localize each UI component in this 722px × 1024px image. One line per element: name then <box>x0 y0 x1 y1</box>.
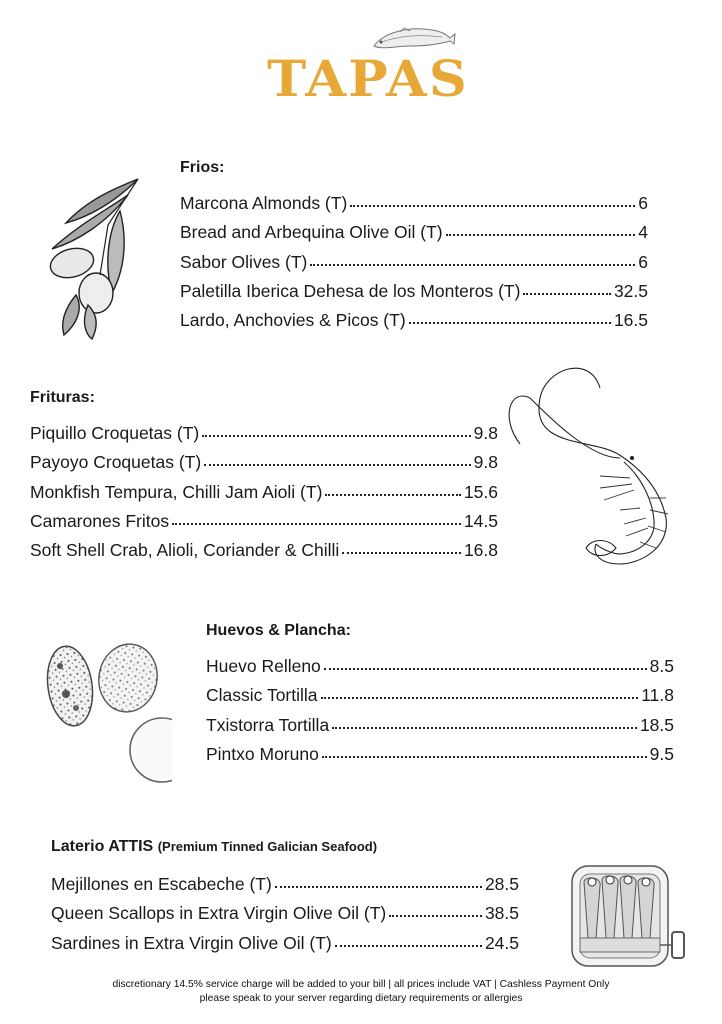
section-laterio-attis <box>51 836 519 958</box>
section-title: Laterio ATTIS <box>51 838 154 855</box>
menu-item <box>206 740 674 769</box>
section-frituras <box>30 387 498 565</box>
item-name: Mejillones en Escabeche (T) <box>51 874 272 894</box>
dot-leader <box>350 203 635 207</box>
dot-leader <box>324 666 647 670</box>
item-price: 15.6 <box>463 481 498 502</box>
item-price: 9.5 <box>649 743 674 764</box>
menu-item <box>180 306 648 335</box>
menu-item <box>180 189 648 218</box>
item-price: 11.8 <box>641 685 674 706</box>
item-name: Paletilla Iberica Dehesa de los Monteros (T) <box>180 280 521 301</box>
page-title: TAPAS <box>267 49 469 108</box>
item-name: Txistorra Tortilla <box>206 714 330 735</box>
item-price: 24.5 <box>484 932 519 953</box>
item-price: 4 <box>638 222 648 243</box>
dot-leader <box>275 884 482 888</box>
menu-item <box>206 652 674 681</box>
section-subtitle: (Premium Tinned Galician Seafood) <box>157 839 378 854</box>
item-price: 32.5 <box>613 280 648 301</box>
section-heading: Frituras: <box>30 389 95 406</box>
item-name: Payoyo Croquetas (T) <box>30 452 202 473</box>
menu-item <box>30 419 498 448</box>
item-name: Sardines in Extra Virgin Olive Oil (T) <box>51 932 332 953</box>
section-heading <box>51 836 519 858</box>
item-price: 14.5 <box>463 510 498 531</box>
item-price: 9.8 <box>473 423 498 443</box>
dot-leader <box>310 262 635 266</box>
item-price: 6 <box>638 251 648 272</box>
footer-service-charge: discretionary 14.5% service charge will be added to your bill | all prices include VAT | Cashless Payment Only <box>112 979 610 990</box>
footer-notes <box>0 978 722 1006</box>
sardine-tin-icon <box>568 862 688 972</box>
dot-leader <box>204 462 470 466</box>
item-name: Huevo Relleno <box>206 656 321 676</box>
dot-leader <box>342 550 461 554</box>
item-name: Monkfish Tempura, Chilli Jam Aioli (T) <box>30 481 323 502</box>
menu-item <box>30 448 498 477</box>
menu-item <box>206 711 674 740</box>
dot-leader <box>202 433 470 437</box>
item-name: Marcona Almonds (T) <box>180 193 348 213</box>
item-price: 9.8 <box>473 452 498 473</box>
menu-item <box>180 248 648 277</box>
item-name: Lardo, Anchovies & Picos (T) <box>180 310 406 331</box>
olive-branch-icon <box>48 175 143 340</box>
menu-item <box>30 478 498 507</box>
menu-item <box>30 507 498 536</box>
section-huevos-plancha <box>206 620 674 769</box>
menu-item <box>51 899 519 928</box>
item-price: 28.5 <box>484 874 519 894</box>
dot-leader <box>523 291 611 295</box>
footer-dietary-note: please speak to your server regarding dietary requirements or allergies <box>199 993 523 1004</box>
dot-leader <box>172 521 461 525</box>
item-price: 38.5 <box>484 903 519 924</box>
item-name: Camarones Fritos <box>30 510 170 531</box>
section-frios <box>180 157 648 335</box>
section-heading: Frios: <box>180 159 225 176</box>
menu-item <box>51 929 519 958</box>
menu-item <box>180 277 648 306</box>
section-heading: Huevos & Plancha: <box>206 622 351 639</box>
item-name: Piquillo Croquetas (T) <box>30 423 200 443</box>
item-price: 8.5 <box>649 656 674 676</box>
menu-item <box>180 218 648 247</box>
dot-leader <box>325 492 461 496</box>
item-name: Pintxo Moruno <box>206 743 319 764</box>
menu-item <box>51 870 519 899</box>
item-name: Sabor Olives (T) <box>180 251 308 272</box>
item-price: 6 <box>638 193 648 213</box>
item-name: Queen Scallops in Extra Virgin Olive Oil (T) <box>51 903 387 924</box>
dot-leader <box>332 725 637 729</box>
item-name: Soft Shell Crab, Alioli, Coriander & Chilli <box>30 540 340 561</box>
menu-item <box>206 681 674 710</box>
speckled-eggs-icon <box>42 638 172 783</box>
item-price: 16.8 <box>463 540 498 561</box>
dot-leader <box>321 695 639 699</box>
item-name: Classic Tortilla <box>206 685 318 706</box>
item-price: 18.5 <box>639 714 674 735</box>
dot-leader <box>322 754 647 758</box>
shrimp-icon <box>500 358 680 570</box>
item-name: Bread and Arbequina Olive Oil (T) <box>180 222 443 243</box>
dot-leader <box>409 320 611 324</box>
menu-item <box>30 536 498 565</box>
dot-leader <box>389 913 482 917</box>
dot-leader <box>446 232 636 236</box>
item-price: 16.5 <box>613 310 648 331</box>
dot-leader <box>335 943 482 947</box>
